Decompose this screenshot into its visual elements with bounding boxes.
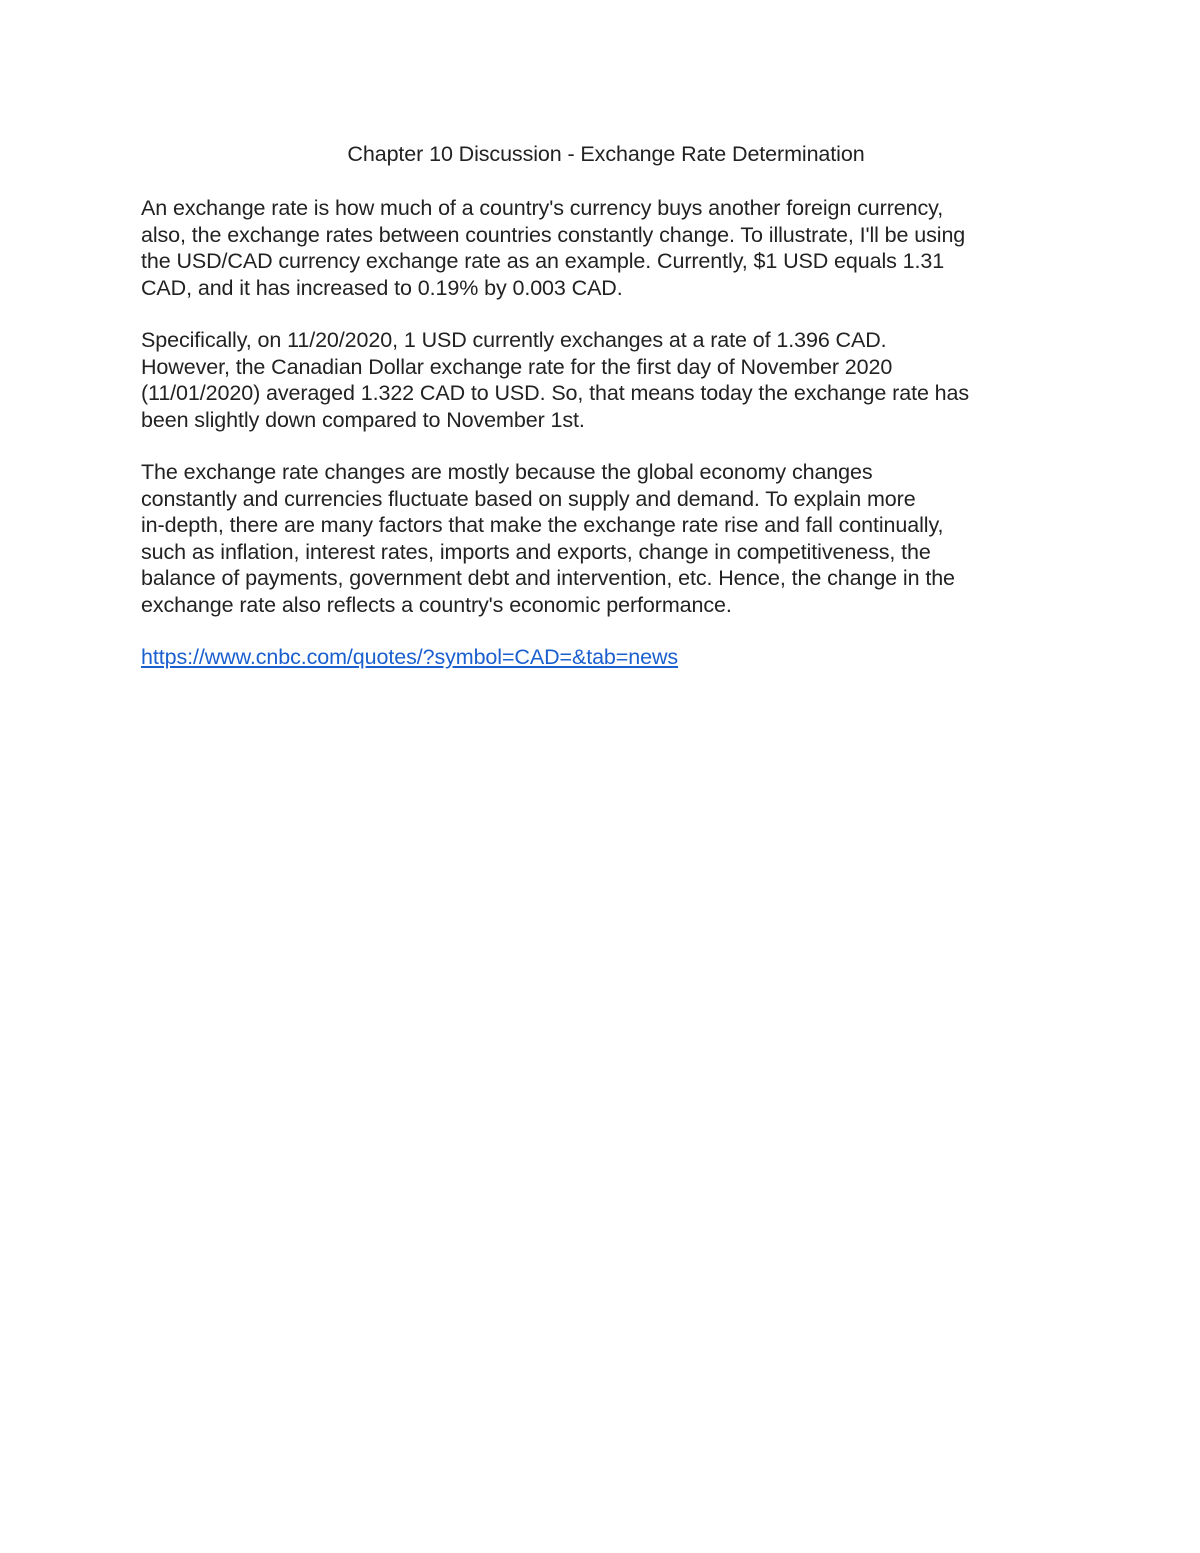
paragraph-line: been slightly down compared to November 1st.	[141, 407, 585, 432]
paragraph-line: However, the Canadian Dollar exchange rate for the first day of November 2020	[141, 354, 893, 379]
paragraph-line: in-depth, there are many factors that make the exchange rate rise and fall continually,	[141, 513, 944, 537]
paragraph-3	[141, 459, 1071, 618]
paragraph-line: exchange rate also reflects a country's economic performance.	[141, 592, 732, 617]
paragraph-1	[141, 195, 1071, 301]
document-title: Chapter 10 Discussion - Exchange Rate Determination	[347, 142, 865, 166]
spacer	[141, 169, 1071, 195]
paragraph-line: An exchange rate is how much of a country's currency buys another foreign currency,	[141, 196, 944, 220]
spacer	[141, 618, 1071, 644]
paragraph-line: The exchange rate changes are mostly because the global economy changes	[141, 460, 873, 484]
paragraph-line: balance of payments, government debt and intervention, etc. Hence, the change in the	[141, 566, 955, 590]
document-body	[141, 140, 1071, 671]
paragraph-line: the USD/CAD currency exchange rate as an example. Currently, $1 USD equals 1.31	[141, 249, 945, 273]
paragraph-2	[141, 327, 1071, 433]
paragraph-line: also, the exchange rates between countries constantly change. To illustrate, I'll be using	[141, 222, 966, 247]
source-link[interactable]: https://www.cnbc.com/quotes/?symbol=CAD=&tab=news	[141, 645, 679, 669]
paragraph-line: (11/01/2020) averaged 1.322 CAD to USD. So, that means today the exchange rate has	[141, 381, 970, 405]
spacer	[141, 301, 1071, 327]
paragraph-line: Specifically, on 11/20/2020, 1 USD currently exchanges at a rate of 1.396 CAD.	[141, 328, 887, 352]
paragraph-line: constantly and currencies fluctuate based on supply and demand. To explain more	[141, 486, 916, 511]
spacer	[141, 433, 1071, 459]
link-paragraph	[141, 644, 1071, 671]
paragraph-line: such as inflation, interest rates, imports and exports, change in competitiveness, the	[141, 539, 931, 564]
paragraph-line: CAD, and it has increased to 0.19% by 0.003 CAD.	[141, 275, 623, 300]
